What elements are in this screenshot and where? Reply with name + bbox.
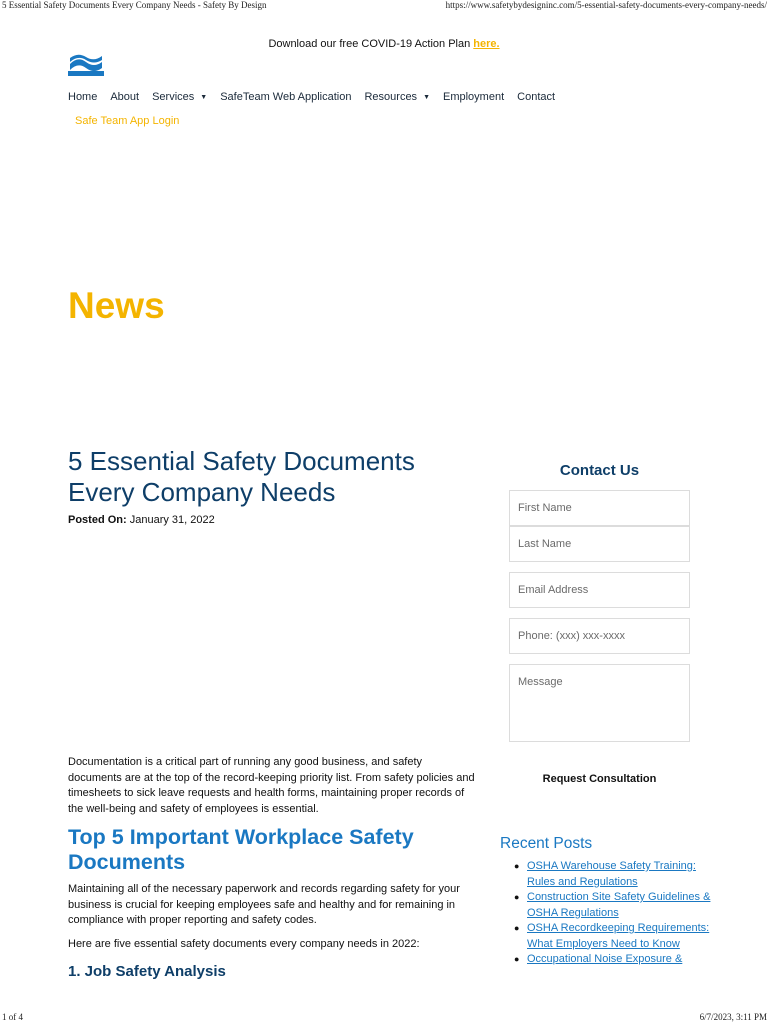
recent-post-link[interactable]: OSHA Warehouse Safety Training: Rules and Regulations: [527, 860, 696, 888]
recent-post-link[interactable]: Occupational Noise Exposure &: [527, 953, 683, 965]
announcement-link[interactable]: here.: [473, 38, 500, 50]
print-page-url: https://www.safetybydesigninc.com/5-essential-safety-documents-every-company-needs/: [445, 0, 767, 10]
nav-home-label: Home: [68, 91, 98, 103]
announcement-text: Download our free COVID-19 Action Plan: [268, 38, 474, 50]
first-name-field[interactable]: [509, 490, 690, 526]
print-page-number: 1 of 4: [2, 1012, 23, 1022]
posted-date: January 31, 2022: [129, 514, 215, 526]
subsection-heading: 1. Job Safety Analysis: [68, 963, 226, 980]
print-header: [0, 0, 768, 12]
bullet-icon: ●: [514, 892, 520, 902]
print-date: 6/7/2023, 3:11 PM: [699, 1012, 767, 1022]
nav-contact[interactable]: [517, 91, 555, 103]
nav-home[interactable]: [68, 91, 97, 103]
main-nav: [68, 89, 568, 105]
logo-icon: [68, 54, 104, 76]
nav-employment[interactable]: [443, 91, 504, 103]
nav-contact-label: Contact: [517, 91, 556, 103]
nav-about[interactable]: [110, 91, 139, 103]
caret-down-icon: ▼: [423, 93, 430, 101]
contact-title: Contact Us: [559, 462, 640, 479]
post-paragraph: Maintaining all of the necessary paperwork and records regarding safety for your business is crucial for keeping employees safe and healthy and for remaining in compliance with proper reporting and safety codes.: [68, 883, 460, 926]
nav-services[interactable]: [152, 91, 207, 103]
caret-down-icon: ▼: [200, 93, 208, 101]
post-date: [68, 514, 215, 526]
list-item: [514, 921, 714, 952]
nav-resources[interactable]: [364, 91, 430, 103]
nav-employment-label: Employment: [443, 91, 505, 103]
page-title: News: [68, 285, 165, 326]
recent-posts-list: [514, 859, 714, 968]
bullet-icon: ●: [514, 861, 520, 871]
nav-safeteam-label: SafeTeam Web Application: [220, 91, 352, 103]
phone-field[interactable]: [509, 618, 690, 654]
message-field[interactable]: [509, 664, 690, 742]
request-consultation-button[interactable]: Request Consultation: [509, 770, 690, 788]
post-title: 5 Essential Safety Documents Every Company Needs: [68, 446, 415, 507]
recent-posts-title: Recent Posts: [500, 835, 593, 852]
posted-label: Posted On:: [68, 514, 127, 526]
recent-post-link[interactable]: Construction Site Safety Guidelines & OSHA Regulations: [527, 891, 711, 919]
email-field[interactable]: [509, 572, 690, 608]
post-intro: Documentation is a critical part of running any good business, and safety documents are at the top of the record-keeping priority list. From safety policies and timesheets to sick leave requests and health forms, maintaining proper records of the well-being and safety of employees is essential.: [68, 756, 475, 815]
list-item: [514, 952, 714, 968]
announcement-bar: [0, 38, 768, 50]
bullet-icon: ●: [514, 954, 520, 964]
post-paragraph: Here are five essential safety documents every company needs in 2022:: [68, 938, 420, 950]
print-footer: [0, 1012, 768, 1024]
list-item: [514, 890, 714, 921]
print-page-title: 5 Essential Safety Documents Every Company Needs - Safety By Design: [2, 0, 267, 10]
last-name-field[interactable]: [509, 526, 690, 562]
nav-resources-label: Resources: [364, 91, 418, 103]
logo[interactable]: [68, 54, 104, 76]
nav-app-login[interactable]: Safe Team App Login: [75, 115, 180, 127]
list-item: [514, 859, 714, 890]
bullet-icon: ●: [514, 923, 520, 933]
nav-safeteam[interactable]: [220, 91, 351, 103]
nav-about-label: About: [110, 91, 140, 103]
nav-services-label: Services: [152, 91, 195, 103]
section-heading: Top 5 Important Workplace Safety Documents: [68, 825, 414, 874]
recent-post-link[interactable]: OSHA Recordkeeping Requirements: What Employers Need to Know: [527, 922, 710, 950]
